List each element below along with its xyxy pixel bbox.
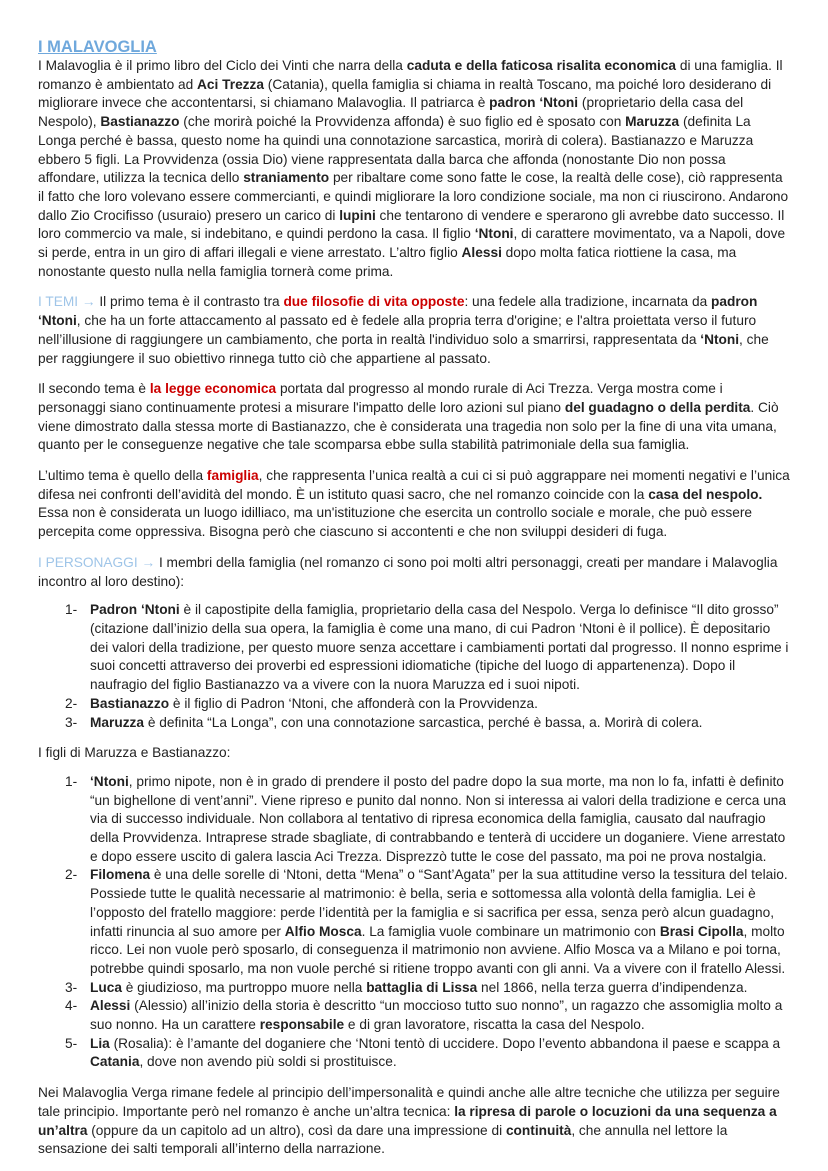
document-title: I MALAVOGLIA — [38, 38, 157, 56]
final-bold-2: continuità — [505, 1122, 572, 1138]
temi-paragraph — [38, 293, 790, 368]
bold-text: Luca — [90, 979, 122, 995]
list-number: 5- — [65, 1035, 78, 1051]
intro-bold-7: lupini — [339, 207, 376, 223]
temi-label: I TEMI → — [38, 294, 96, 310]
bold-text: Alessi — [90, 998, 131, 1014]
bold-text: responsabile — [259, 1017, 345, 1033]
children-list — [38, 773, 790, 1072]
list-number: 3- — [65, 714, 78, 730]
personaggi-text: I membri della famiglia (nel romanzo ci sono poi molti altri personaggi, creati per mandare i Malavoglia incontro al loro destino): — [38, 554, 778, 589]
tema2-paragraph — [38, 380, 790, 455]
temi-highlight: due filosofie di vita opposte — [283, 294, 465, 310]
tema2-text-1: Il secondo tema è — [38, 381, 150, 397]
character-description: è definita “La Longa”, con una connotazione sarcastica, perché è bassa, a. Morirà di colera. — [144, 714, 703, 730]
body-text: (Rosalia): è l’amante del doganiere che ‘Ntoni tentò di uccidere. Dopo l’evento abbandona il paese e scappa a — [109, 1035, 781, 1051]
final-paragraph — [38, 1084, 790, 1159]
personaggi-paragraph — [38, 554, 790, 591]
list-item — [65, 714, 790, 733]
bold-text: Catania — [90, 1054, 140, 1070]
final-text-3: , che annulla nel lettore la sensazione dei salti temporali all’interno della narrazione. — [38, 1122, 728, 1157]
bold-text: Alfio Mosca — [284, 923, 362, 939]
body-text: è una delle sorelle di ‘Ntoni, detta “Mena” o “Sant’Agata” per la sua attitudine verso la tessitura del telaio. Possiede tutte le qualità necessarie al matrimonio: è bella, seria e sottomessa alla volontà della famiglia. Lei è l’opposto del fratello maggiore: perde l’identità per la famiglia e si sacrifica per essa, senza però alcun guadagno, infatti rinuncia al suo amore per — [90, 867, 788, 939]
intro-text-2: di una famiglia. Il romanzo è ambientato ad — [38, 58, 783, 92]
body-text: (Alessio) all’inizio della storia è descritto “un moccioso tutto suo nonno”, un ragazzo che assomiglia molto a suo nonno. Ha un carattere — [90, 998, 783, 1033]
body-text: , dove non avendo più soldi si prostituisce. — [139, 1054, 397, 1070]
character-name: Bastianazzo — [90, 695, 170, 711]
intro-text-5: (che morirà poiché la Provvidenza affonda) è suo figlio ed è sposato con — [179, 114, 626, 130]
tema3-text-3: Essa non è considerata un luogo idilliaco, ma un'istituzione che esercita un controllo sociale e morale, che può essere percepita come oppressiva. Bisogna però che ciascuno si accontenti e che non sviluppi desideri di fuga. — [38, 505, 753, 540]
tema2-text-2: portata dal progresso al mondo rurale di Aci Trezza. Verga mostra come i personaggi siano continuamente protesi a misurare l'impatto delle loro azioni sul piano — [38, 381, 723, 415]
final-bold-1: la ripresa di parole o locuzioni da una sequenza a un’altra — [38, 1103, 777, 1138]
bold-text: Filomena — [90, 867, 151, 883]
tema3-text-1: L’ultimo tema è quello della — [38, 468, 207, 484]
intro-bold-3: padron ‘Ntoni — [489, 95, 579, 111]
temi-text-1: Il primo tema è il contrasto tra — [95, 294, 284, 310]
tema3-paragraph — [38, 467, 790, 542]
body-text: e di gran lavoratore, riscatta la casa del Nespolo. — [344, 1017, 645, 1033]
intro-bold-5: Maruzza — [625, 114, 680, 130]
bold-text: battaglia di Lissa — [366, 979, 478, 995]
character-name: Padron ‘Ntoni — [90, 602, 180, 618]
bold-text: Brasi Cipolla — [659, 923, 744, 939]
body-text: è giudizioso, ma purtroppo muore nella — [121, 979, 367, 995]
intro-text-3: (Catania), quella famiglia si chiama in realtà Toscano, ma poiché loro desiderano di migliorare invece che accontentarsi, si chiamano Malavoglia. Il patriarca è — [38, 76, 772, 111]
intro-bold-9: Alessi — [461, 245, 502, 261]
tema2-bold-1: del guadagno o della perdita — [564, 399, 751, 415]
character-description: è il capostipite della famiglia, proprietario della casa del Nespolo. Verga lo definisce “Il dito grosso” (citazione dall’inizio della sua opera, la famiglia è come una mano, di cui Padron ‘Ntoni è il pollice). È depositario dei valori della tradizione, per questo muore senza accettare i cambiamenti portati dal progresso. Il nonno esprime i suoi concetti attraverso dei proverbi ed espressioni idiomatiche (tipiche del luogo di appartenenza). Dopo il naufragio del figlio Bastianazzo va a vivere con la nuora Maruzza ed i suoi nipoti. — [90, 602, 789, 693]
tema3-bold-1: casa del nespolo. — [648, 486, 763, 502]
intro-bold-4: Bastianazzo — [100, 114, 180, 130]
list-number: 3- — [65, 979, 78, 995]
list-item — [65, 979, 790, 998]
final-text-1: Nei Malavoglia Verga rimane fedele al principio dell’impersonalità e quindi anche alle altre tecniche che utilizza per seguire tale principio. Importante però nel romanzo è anche un’altra tecnica: — [38, 1085, 780, 1119]
family-members-list — [38, 601, 790, 732]
temi-text-3: , che ha un forte attaccamento al passato ed è fedele alla propria terra d'origine; e l'altra proiettata verso il futuro nell’illusione di raggiungere un cambiamento, che porta in realtà l'individuo solo a smarrirsi, rappresentata da — [38, 313, 757, 347]
intro-paragraph — [38, 57, 790, 281]
list-item — [65, 773, 790, 867]
list-number: 1- — [65, 602, 78, 618]
list-item — [65, 695, 790, 714]
tema2-text-3: . Ciò viene dimostrato dalla stessa morte di Bastianazzo, che è considerata una tragedia non solo per la fine di una vita umana, quanto per le conseguenze negative che tale scomparsa ebbe sulla stabilità patrimoniale della sua famiglia. — [38, 399, 779, 453]
tema2-highlight: la legge economica — [149, 381, 277, 397]
list-item — [65, 997, 790, 1034]
final-text-2: (oppure da un capitolo ad un altro), così da dare una impressione di — [87, 1122, 506, 1138]
intro-text-10: dopo molta fatica riottiene la casa, ma nonostante questo nulla nella famiglia tornerà come prima. — [38, 245, 737, 279]
list-number: 1- — [65, 773, 78, 789]
list-number: 2- — [65, 867, 78, 883]
intro-text-8: che tentarono di vendere e sperarono gli avrebbe dato successo. Il loro commercio va male, si indebitano, e quindi perdono la casa. Il figlio — [38, 207, 785, 242]
personaggi-label: I PERSONAGGI → — [38, 554, 156, 570]
temi-bold-2: ‘Ntoni — [700, 331, 740, 347]
temi-text-4: , che per raggiungere il suo obiettivo rinnega tutto ciò che appartiene al passato. — [38, 331, 769, 366]
temi-bold-1: padron ‘Ntoni — [38, 294, 758, 329]
body-text: . La famiglia vuole combinare un matrimonio con — [361, 923, 660, 939]
intro-bold-8: ‘Ntoni — [474, 226, 514, 242]
body-text: , molto ricco. Lei non vuole però sposarlo, di conseguenza il matrimonio non avviene. Alfio Mosca va a Milano e poi torna, potrebbe quindi sposarlo, ma non vuole perché si ritiene troppo avanti con gli anni. Va a vivere con il fratello Alessi. — [90, 923, 786, 976]
character-name: Maruzza — [90, 714, 145, 730]
list-number: 2- — [65, 695, 78, 711]
intro-bold-6: straniamento — [243, 170, 330, 186]
intro-text-1: I Malavoglia è il primo libro del Ciclo dei Vinti che narra della — [38, 58, 407, 73]
intro-text-6: (definita La Longa perché è bassa, questo nome ha quindi una connotazione sarcastica, morirà di colera). Bastianazzo e Maruzza ebbero 5 figli. La Provvidenza (ossia Dio) viene rappresentata dalla barca che affonda (nonostante Dio non possa affondare, utilizza la tecnica dello — [38, 114, 754, 186]
intro-bold-1: caduta e della faticosa risalita economica — [406, 58, 677, 73]
character-description: è il figlio di Padron ‘Ntoni, che affonderà con la Provvidenza. — [169, 695, 538, 711]
list-number: 4- — [65, 998, 78, 1014]
temi-text-2: : una fedele alla tradizione, incarnata da — [464, 294, 711, 310]
bold-text: ‘Ntoni — [90, 773, 129, 789]
intro-bold-2: Aci Trezza — [197, 76, 264, 92]
list-item — [65, 866, 790, 978]
tema3-text-2: , che rappresenta l’unica realtà a cui ci si può aggrappare nei momenti negativi e l’unica difesa nei confronti dell’avidità del mondo. È un istituto quasi sacro, che nel romanzo coincide con la — [38, 468, 790, 502]
list-item — [65, 601, 790, 695]
intro-text-4: (proprietario della casa del Nespolo), — [38, 95, 744, 130]
tema3-highlight: famiglia — [206, 468, 259, 484]
body-text: , primo nipote, non è in grado di prendere il posto del padre dopo la sua morte, ma non lo fa, infatti è definito “un bighellone di vent’anni”. Viene ripreso e punito dal nonno. Non si interessa ai valori della tradizione e cerca una via di successo individuale. Non collabora al tentativo di ripresa economica della famiglia, causato dal naufragio della Provvidenza. Intraprese strade sbagliate, di contrabbando e tenterà di uccidere un doganiere. Viene arrestato e dopo essere uscito di galera lascia Aci Trezza. Disprezzò tutte le cose del passato, ma poi ne prova nostalgia. — [90, 773, 786, 864]
bold-text: Lia — [90, 1035, 110, 1051]
list-item — [65, 1035, 790, 1072]
intro-text-7: per ribaltare come sono fatte le cose, la realtà delle cose), ciò rappresenta il fatto che loro volevano essere commercianti, e quindi migliorare la loro condizione sociale, ma non ci riuscirono. Andarono dallo Zio Crocifisso (usuraio) presero un carico di — [38, 170, 789, 223]
intro-text-9: , di carattere movimentato, va a Napoli, dove si perde, entra in un giro di affari illegali e viene arrestato. L’altro figlio — [38, 226, 786, 261]
figli-heading: I figli di Maruzza e Bastianazzo: — [38, 745, 231, 761]
body-text: nel 1866, nella terza guerra d’indipendenza. — [477, 979, 748, 995]
